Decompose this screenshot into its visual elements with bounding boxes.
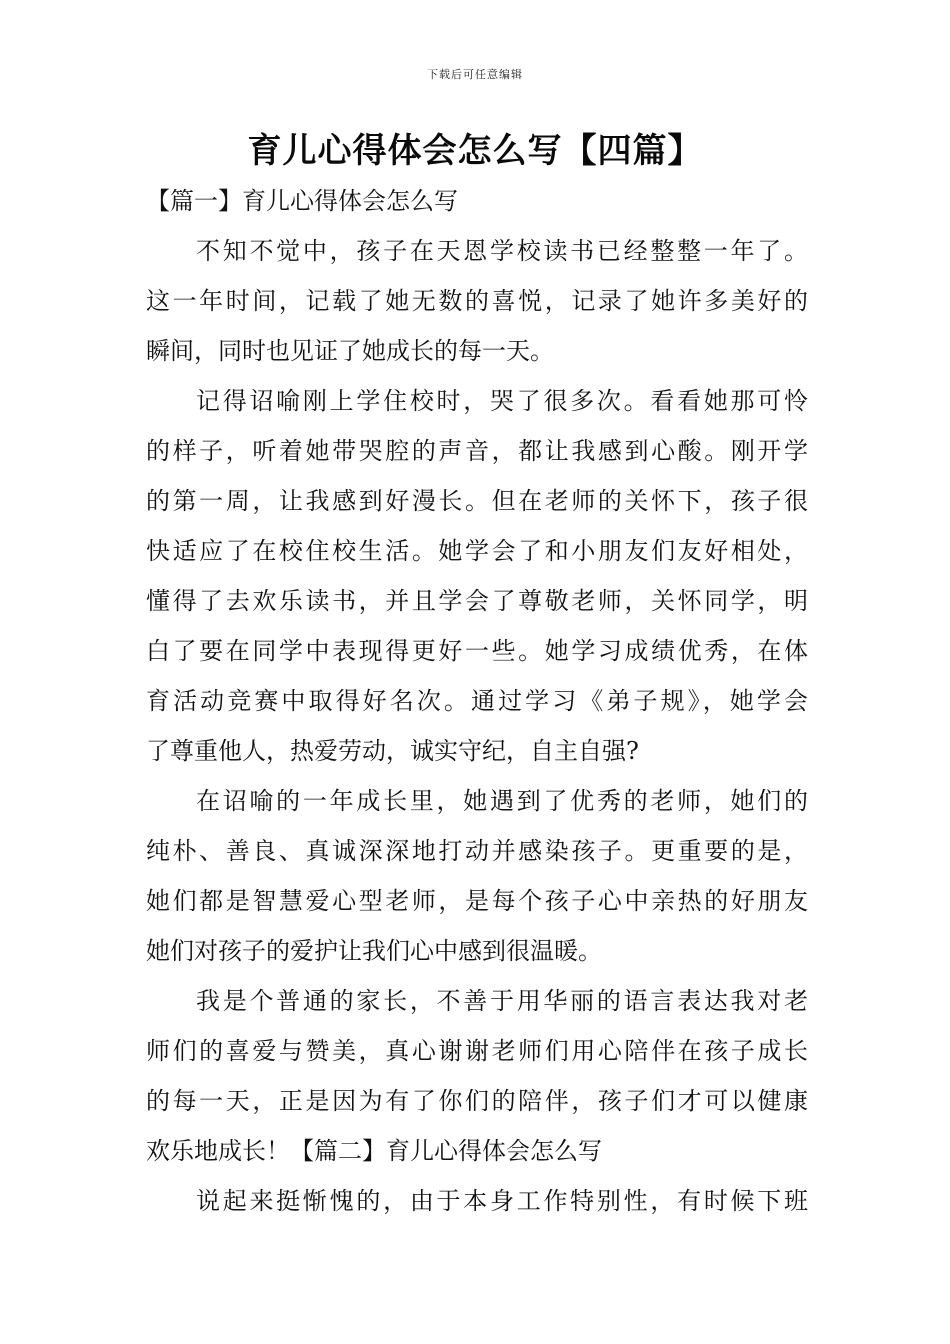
- body-text-line: 不知不觉中，孩子在天恩学校读书已经整整一年了。: [196, 237, 808, 265]
- body-text-line: 了尊重他人，热爱劳动，诚实守纪，自主自强?: [146, 737, 639, 765]
- body-text-line: 这一年时间，记载了她无数的喜悦，记录了她许多美好的: [146, 287, 808, 315]
- body-text-line: 快适应了在校住校生活。她学会了和小朋友们友好相处，: [146, 537, 808, 565]
- body-text-line: 记得诏喻刚上学住校时，哭了很多次。看看她那可怜: [196, 387, 808, 415]
- section-heading: 【篇一】育儿心得体会怎么写: [146, 187, 458, 215]
- body-text-line: 育活动竞赛中取得好名次。通过学习《弟子规》，她学会: [146, 687, 808, 715]
- body-text-line: 她们对孩子的爱护让我们心中感到很温暖。: [146, 937, 602, 965]
- body-text-line: 纯朴、善良、真诚深深地打动并感染孩子。更重要的是，: [146, 837, 808, 865]
- body-text-line: 在诏喻的一年成长里，她遇到了优秀的老师，她们的: [196, 787, 808, 815]
- header-note: 下载后可任意编辑: [427, 68, 523, 81]
- body-text-line: 欢乐地成长！【篇二】育儿心得体会怎么写: [146, 1137, 602, 1165]
- body-text-line: 师们的喜爱与赞美，真心谢谢老师们用心陪伴在孩子成长: [146, 1037, 808, 1065]
- document-title: 育儿心得体会怎么写【四篇】: [247, 131, 703, 171]
- body-text-line: 的第一周，让我感到好漫长。但在老师的关怀下，孩子很: [146, 487, 808, 515]
- body-text-line: 的每一天，正是因为有了你们的陪伴，孩子们才可以健康: [146, 1087, 808, 1115]
- body-text-line: 说起来挺惭愧的，由于本身工作特别性，有时候下班: [196, 1187, 808, 1215]
- body-text-line: 懂得了去欢乐读书，并且学会了尊敬老师，关怀同学，明: [146, 587, 808, 615]
- document-body: [146, 176, 808, 1226]
- body-text-line: 白了要在同学中表现得更好一些。她学习成绩优秀，在体: [146, 637, 808, 665]
- body-text-line: 她们都是智慧爱心型老师，是每个孩子心中亲热的好朋友: [146, 887, 808, 915]
- body-text-line: 的样子，听着她带哭腔的声音，都让我感到心酸。刚开学: [146, 437, 808, 465]
- body-text-line: 我是个普通的家长，不善于用华丽的语言表达我对老: [196, 987, 808, 1015]
- body-text-line: 瞬间，同时也见证了她成长的每一天。: [146, 337, 554, 365]
